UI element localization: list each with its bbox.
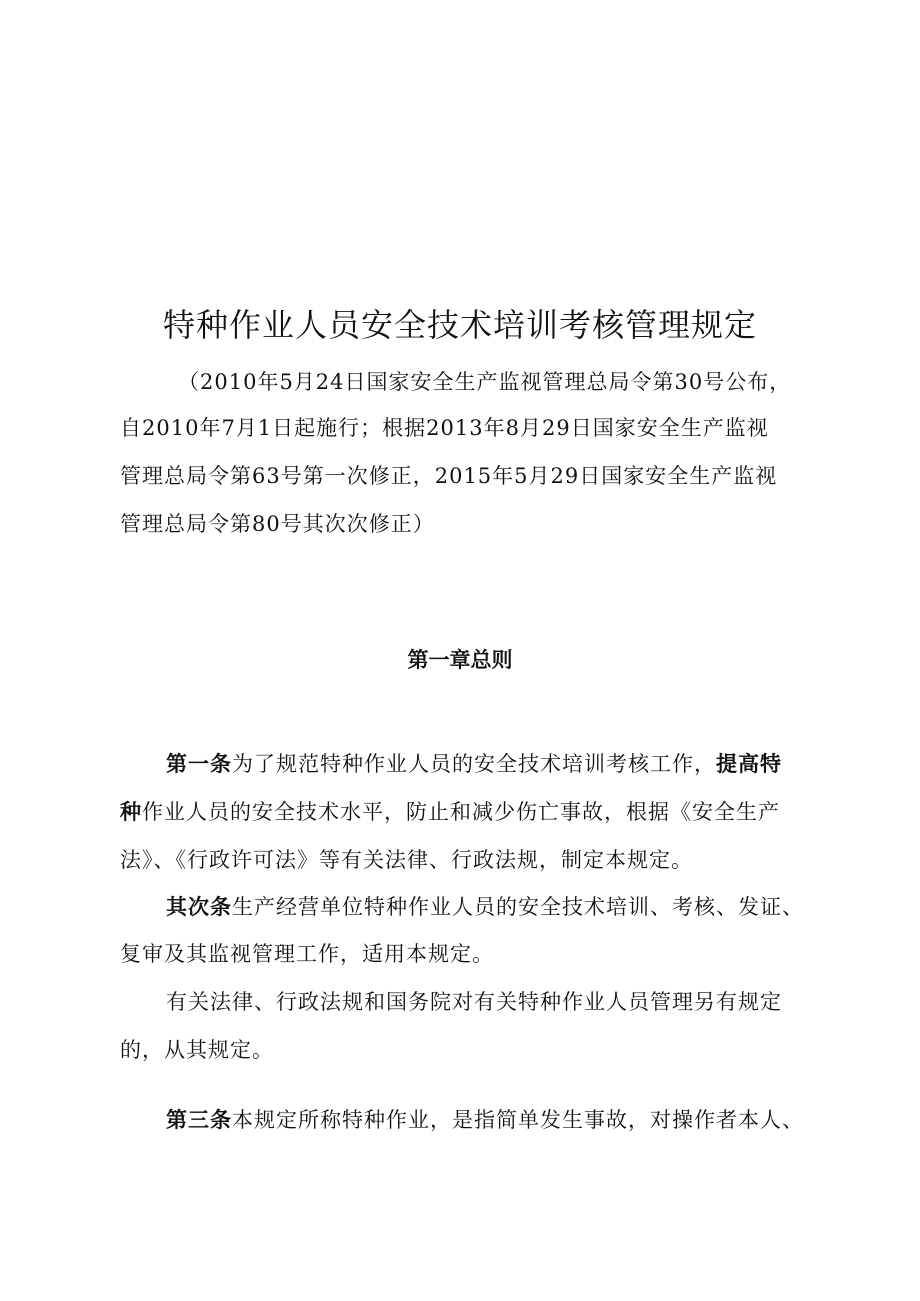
article-1-line: 法》、《行政许可法》等有关法律、行政法规，制定本规定。 xyxy=(120,848,693,872)
article-2-line: 复审及其监视管理工作，适用本规定。 xyxy=(120,942,494,966)
article-1-text: 作业人员的安全技术水平，防止和减少伤亡事故，根据《安全生产 xyxy=(142,800,780,824)
source-note-line: 自2010年7月1日起施行；根据2013年8月29日国家安全生产监视 xyxy=(120,416,769,440)
article-3-line xyxy=(166,1104,804,1134)
source-note-line: 管理总局令第63号第一次修正，2015年5月29日国家安全生产监视 xyxy=(120,464,778,488)
article-1-label: 第一条 xyxy=(166,752,232,776)
chapter-heading: 第一章总则 xyxy=(407,648,513,672)
article-2-paragraph-2-line: 有关法律、行政法规和国务院对有关特种作业人员管理另有规定 xyxy=(166,990,782,1014)
article-3-text: 本规定所称特种作业，是指简单发生事故，对操作者本人、 xyxy=(232,1108,804,1132)
source-note-line: 管理总局令第80号其次次修正） xyxy=(120,512,435,536)
source-note-line: （2010年5月24日国家安全生产监视管理总局令第30号公布， xyxy=(178,370,792,394)
article-2-line xyxy=(166,891,804,921)
article-2-label: 其次条 xyxy=(166,895,232,919)
article-2-paragraph-2-line: 的，从其规定。 xyxy=(120,1038,274,1062)
article-2-text: 生产经营单位特种作业人员的安全技术培训、考核、发证、 xyxy=(232,895,804,919)
article-1-bold-text: 提高特 xyxy=(716,752,782,776)
article-1-line xyxy=(120,796,780,826)
article-1-text: 为了规范特种作业人员的安全技术培训考核工作， xyxy=(232,752,716,776)
article-1-bold-text: 种 xyxy=(120,800,142,824)
document-title: 特种作业人员安全技术培训考核管理规定 xyxy=(162,306,757,344)
article-1-line xyxy=(166,748,782,778)
article-3-label: 第三条 xyxy=(166,1108,232,1132)
